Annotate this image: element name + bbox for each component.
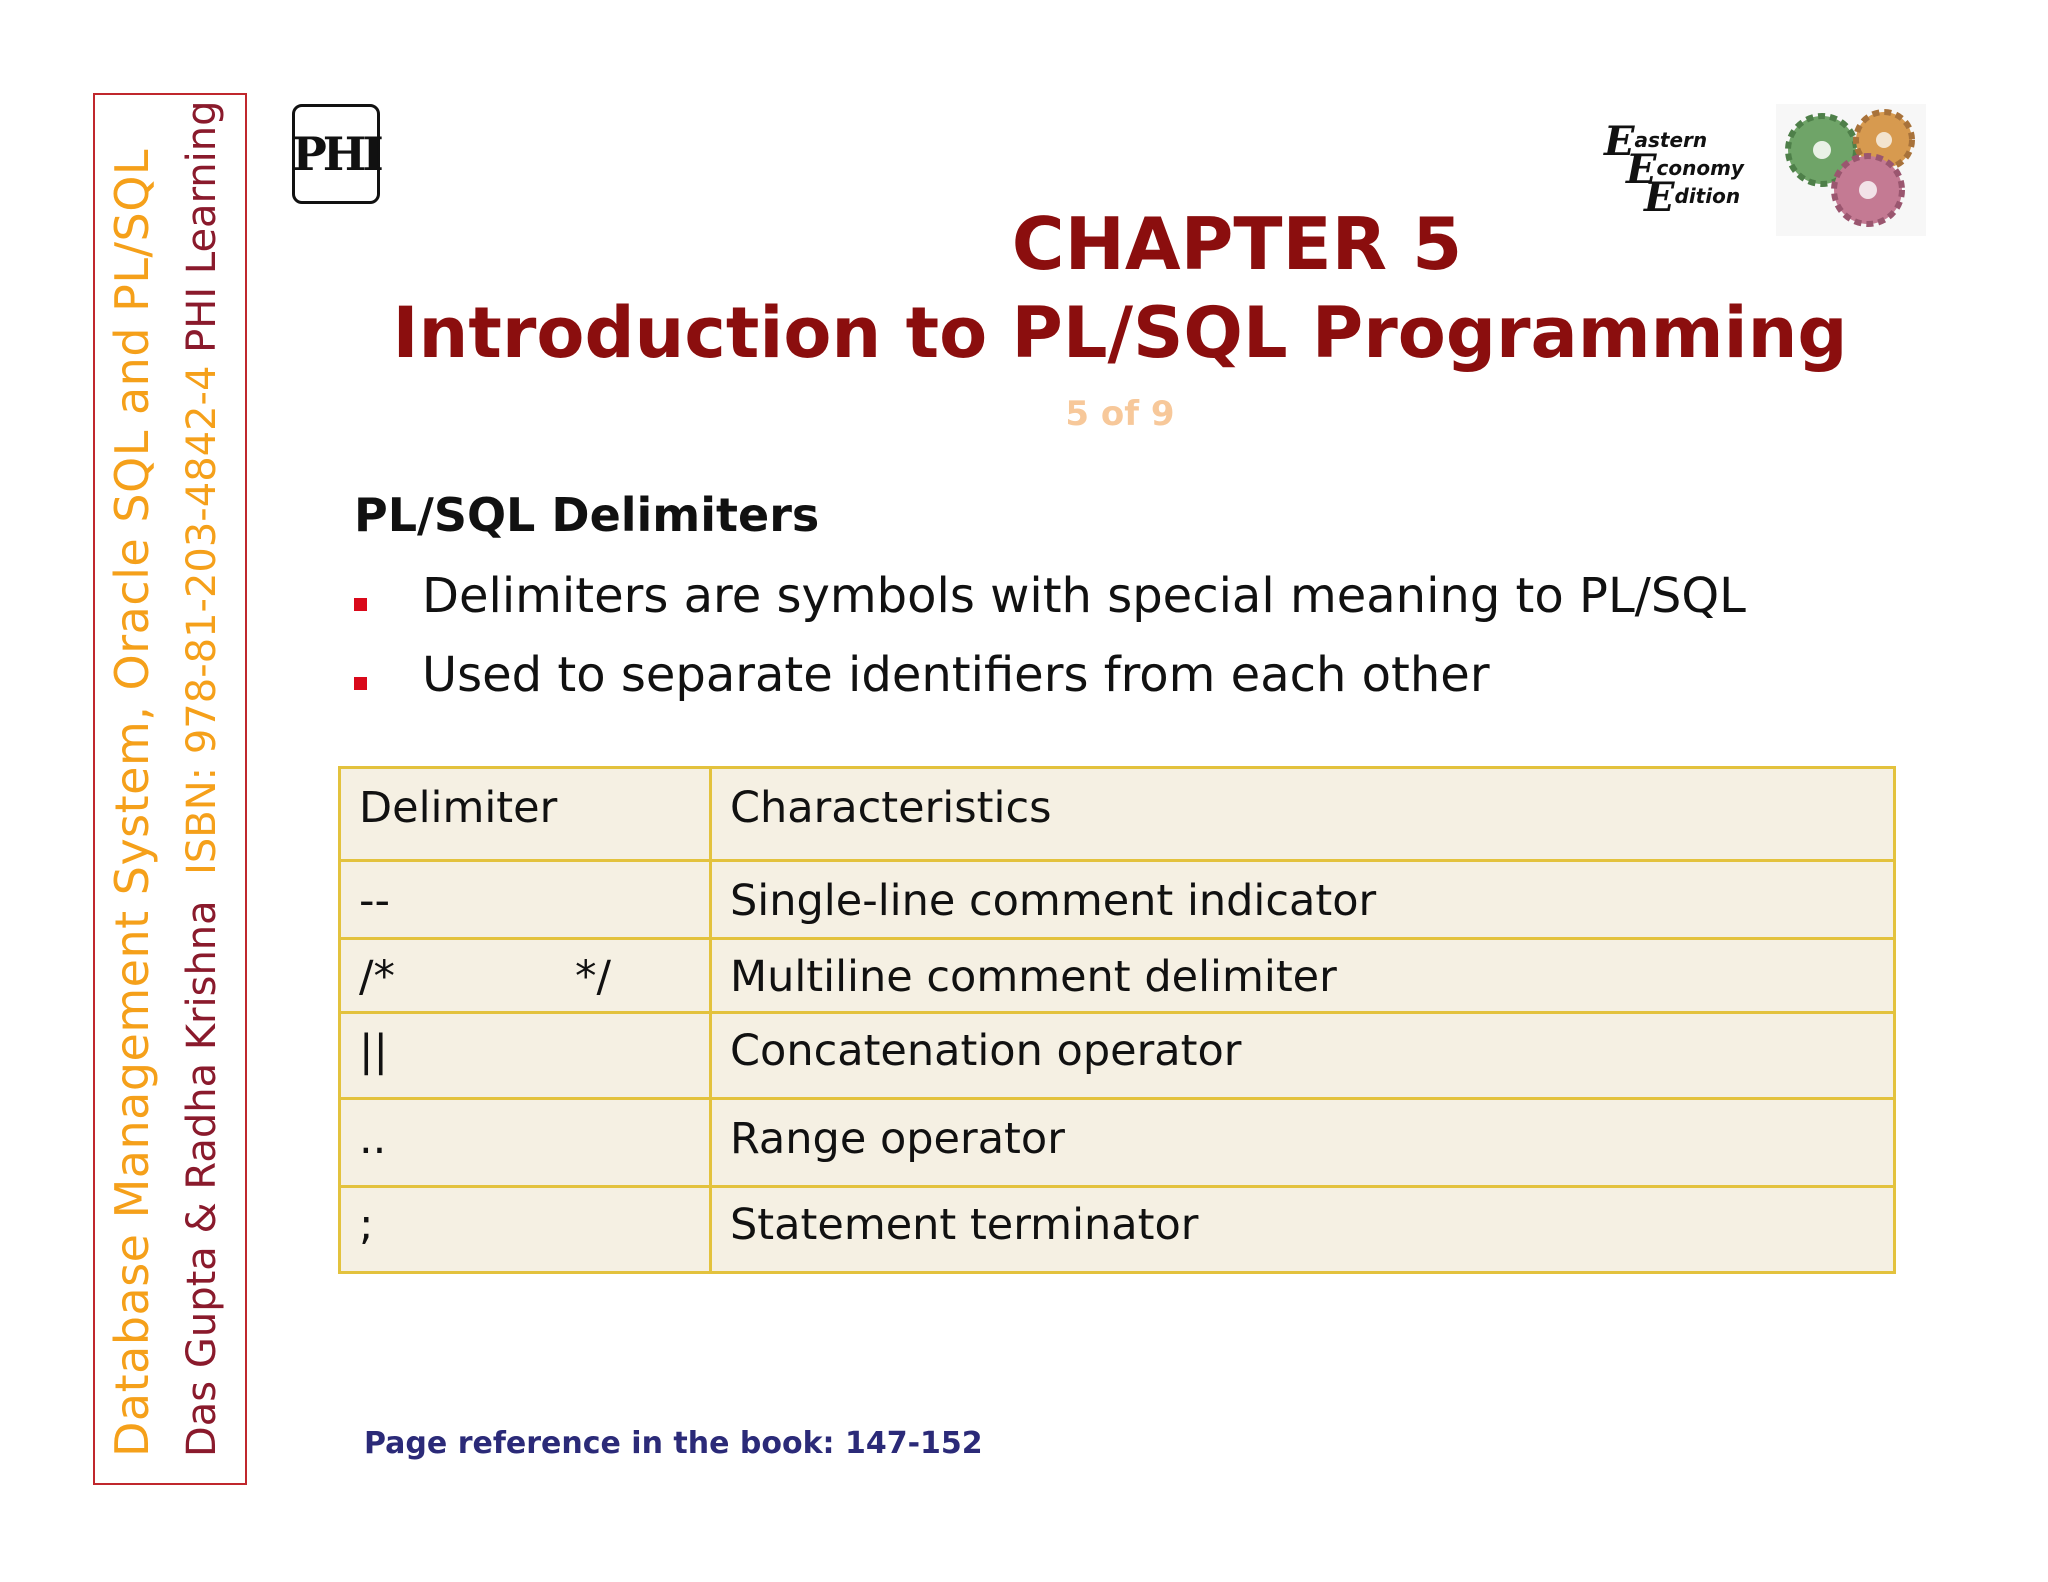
- table-row: [340, 1013, 1895, 1099]
- eee-eastern: astern: [1634, 128, 1708, 152]
- delimiters-table: [338, 766, 1896, 1274]
- bullet-square-icon: [354, 677, 367, 690]
- chapter-heading: CHAPTER 5: [1011, 202, 1463, 286]
- phi-logo: PHI: [292, 104, 380, 204]
- sidebar-isbn: ISBN: 978-81-203-4842-4: [179, 365, 225, 875]
- header-delimiter: Delimiter: [340, 768, 711, 861]
- eee-economy: conomy: [1656, 156, 1744, 180]
- page-reference: Page reference in the book: 147-152: [364, 1426, 983, 1461]
- header-characteristics: Characteristics: [711, 768, 1895, 861]
- table-row: [340, 861, 1895, 939]
- cell-delimiter: ..: [340, 1099, 711, 1187]
- slide-title: Introduction to PL/SQL Programming: [392, 292, 1848, 374]
- table-row: [340, 1099, 1895, 1187]
- table-header-row: [340, 768, 1895, 861]
- list-item: Used to separate identifiers from each other: [354, 647, 1746, 726]
- section-title: PL/SQL Delimiters: [354, 488, 820, 542]
- cell-characteristic: Concatenation operator: [711, 1013, 1895, 1099]
- sidebar-publisher: PHI Learning: [179, 100, 225, 353]
- cell-characteristic: Statement terminator: [711, 1187, 1895, 1273]
- cell-delimiter: --: [340, 861, 711, 939]
- sidebar-text: [93, 93, 247, 1485]
- cell-characteristic: Multiline comment delimiter: [711, 939, 1895, 1013]
- cell-delimiter: ;: [340, 1187, 711, 1273]
- sidebar-authors: Das Gupta & Radha Krishna: [179, 900, 225, 1457]
- sidebar-book-title: Database Management System, Oracle SQL and PL/SQL: [105, 148, 159, 1457]
- eastern-economy-edition-logo: Eastern Economy Edition: [1604, 118, 1744, 221]
- cell-delimiter: ||: [340, 1013, 711, 1099]
- table-row: [340, 939, 1895, 1013]
- cell-characteristic: Range operator: [711, 1099, 1895, 1187]
- page-indicator: 5 of 9: [1065, 394, 1175, 434]
- bullet-list: [354, 568, 1746, 726]
- eee-edition: dition: [1674, 184, 1741, 208]
- list-item: Delimiters are symbols with special meaning to PL/SQL: [354, 568, 1746, 647]
- sidebar-book-meta: [179, 100, 225, 1457]
- table-row: [340, 1187, 1895, 1273]
- cell-characteristic: Single-line comment indicator: [711, 861, 1895, 939]
- bullet-square-icon: [354, 598, 367, 611]
- cell-delimiter: /* */: [340, 939, 711, 1013]
